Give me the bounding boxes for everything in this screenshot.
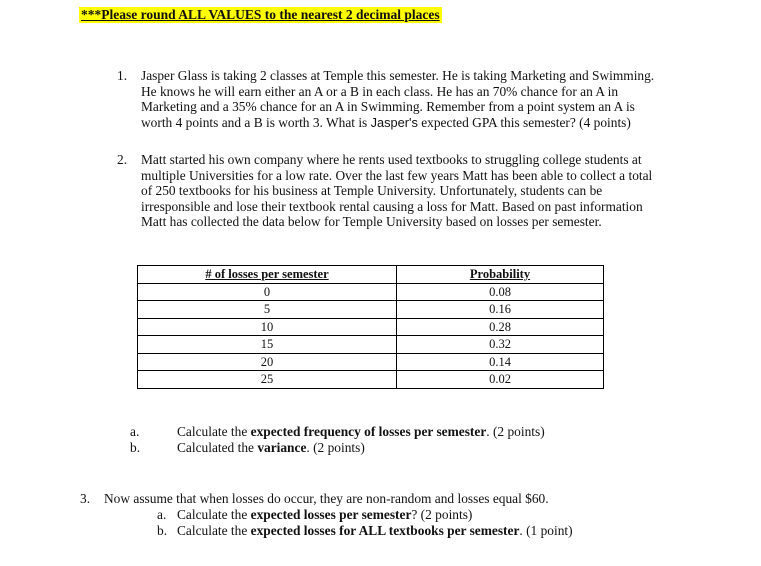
question-3a-start: Calculate the: [177, 507, 251, 522]
jasper-name: Jasper's: [370, 114, 418, 130]
question-3b: [157, 523, 657, 539]
probability-cell: 0.14: [397, 353, 604, 371]
column-header-losses: # of losses per semester: [138, 266, 397, 284]
question-1-line-end: expected GPA this semester? (4 points): [417, 114, 631, 130]
question-1-line: Jasper Glass is taking 2 classes at Temple this semester. He is taking Marketing and Swimming.: [141, 68, 655, 83]
question-2b: [130, 440, 610, 456]
losses-cell: 20: [138, 353, 397, 371]
question-3a: [157, 507, 657, 523]
table-row: [138, 353, 604, 371]
losses-probability-table: [137, 265, 604, 389]
question-2a-text: [177, 424, 545, 440]
question-2b-start: Calculated the: [177, 440, 258, 455]
column-header-probability: Probability: [397, 266, 604, 284]
question-2: [117, 152, 717, 232]
table-row: [138, 371, 604, 389]
question-3: [80, 491, 680, 507]
question-3b-end: . (1 point): [519, 523, 573, 538]
question-3b-letter: b.: [157, 523, 168, 538]
question-1-number: 1.: [117, 68, 128, 83]
question-2b-letter: b.: [130, 440, 141, 455]
losses-cell: 5: [138, 301, 397, 319]
question-3b-text: [177, 523, 573, 539]
question-3b-start: Calculate the: [177, 523, 251, 538]
question-2a-letter: a.: [130, 424, 140, 439]
probability-cell: 0.08: [397, 283, 604, 301]
question-2a-end: . (2 points): [486, 424, 545, 439]
probability-cell: 0.16: [397, 301, 604, 319]
question-2b-end: . (2 points): [306, 440, 365, 455]
question-3b-emphasis: expected losses for ALL textbooks per semester: [250, 523, 520, 538]
table-row: [138, 318, 604, 336]
probability-cell: 0.28: [397, 318, 604, 336]
question-1: [117, 68, 717, 132]
question-2-line: Matt has collected the data below for Temple University based on losses per semester.: [141, 214, 602, 229]
question-1-line: [141, 115, 717, 131]
question-2b-text: [177, 440, 365, 456]
question-2-line: of 250 textbooks for his business at Temple University. Unfortunately, students can be: [141, 183, 603, 198]
question-3-number: 3.: [80, 491, 91, 506]
question-1-text: [141, 68, 717, 130]
question-1-line: He knows he will earn either an A or a B in each class. He has an 70% chance for an A in: [141, 83, 619, 99]
question-2a: [130, 424, 610, 440]
losses-cell: 10: [138, 318, 397, 336]
probability-cell: 0.02: [397, 371, 604, 389]
question-3a-letter: a.: [157, 507, 167, 522]
question-2a-emphasis: expected frequency of losses per semester: [250, 424, 487, 439]
question-2-text: [141, 152, 717, 230]
question-1-line-start: worth 4 points and a B is worth 3. What is: [141, 114, 371, 130]
losses-cell: 15: [138, 336, 397, 354]
losses-cell: 0: [138, 283, 397, 301]
question-3a-end: ? (2 points): [411, 507, 473, 522]
question-2-line: Matt started his own company where he rents used textbooks to struggling college students at: [141, 152, 642, 167]
table-row: [138, 301, 604, 319]
table-header-row: [138, 266, 604, 284]
table-row: [138, 283, 604, 301]
question-2-number: 2.: [117, 152, 128, 167]
question-2a-start: Calculate the: [177, 424, 251, 439]
losses-cell: 25: [138, 371, 397, 389]
table-row: [138, 336, 604, 354]
question-3a-emphasis: expected losses per semester: [250, 507, 412, 522]
question-2b-emphasis: variance: [257, 440, 307, 455]
question-3a-text: [177, 507, 472, 523]
rounding-notice: ***Please round ALL VALUES to the nearest 2 decimal places: [81, 7, 440, 22]
question-2-line: irresponsible and lose their textbook rental causing a loss for Matt. Based on past information: [141, 198, 643, 214]
question-2-line: multiple Universities for a low rate. Over the last few years Matt has been able to collect a total: [141, 167, 653, 183]
question-1-line: Marketing and a 35% chance for an A in Swimming. Remember from a point system an A is: [141, 99, 635, 114]
question-3-text: Now assume that when losses do occur, they are non-random and losses equal $60.: [104, 491, 549, 506]
probability-cell: 0.32: [397, 336, 604, 354]
